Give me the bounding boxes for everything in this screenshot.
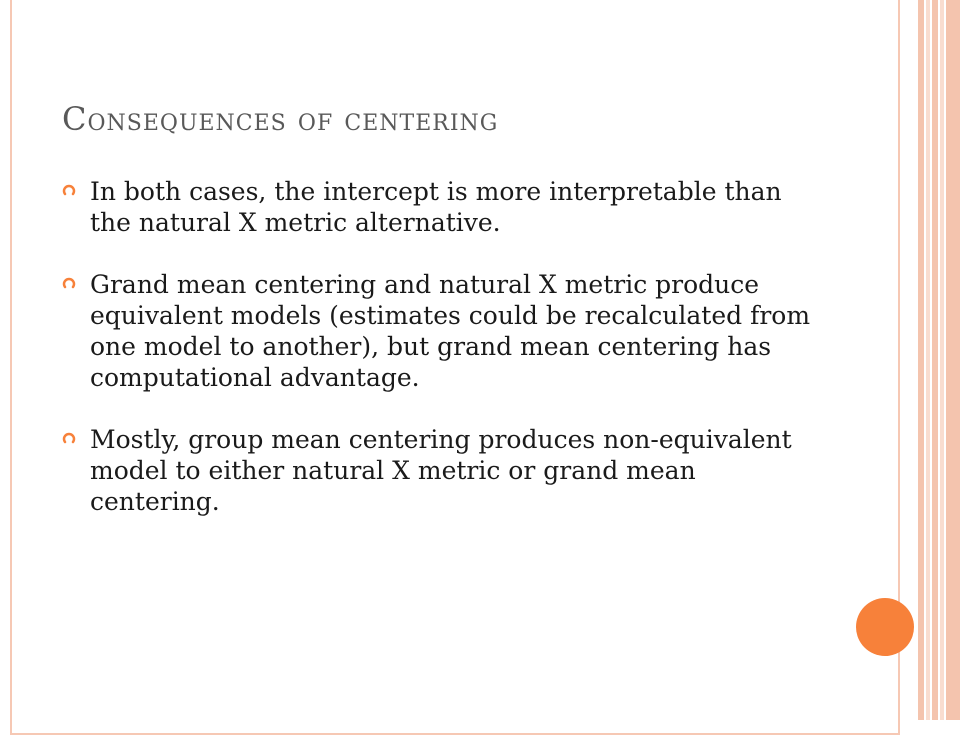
bullet-list xyxy=(62,176,822,548)
slide-title: Consequences of centering xyxy=(62,100,499,138)
bullet-text: Grand mean centering and natural X metric produce equivalent models (estimates could be recalculated from one model to another), but grand mean centering has computational advantage. xyxy=(90,270,811,392)
decorative-stripe xyxy=(940,0,944,720)
decorative-stripe xyxy=(926,0,930,720)
bullet-item xyxy=(62,424,822,517)
decorative-stripe xyxy=(918,0,924,720)
bullet-text: Mostly, group mean centering produces non-equivalent model to either natural X metric or grand mean centering. xyxy=(90,425,792,516)
accent-circle xyxy=(856,598,914,656)
bullet-item xyxy=(62,269,822,393)
bullet-text: In both cases, the intercept is more interpretable than the natural X metric alternative. xyxy=(90,177,782,237)
decorative-stripe xyxy=(946,0,960,720)
decorative-stripe xyxy=(932,0,938,720)
horseshoe-bullet-icon xyxy=(62,182,76,196)
bullet-item xyxy=(62,176,822,238)
horseshoe-bullet-icon xyxy=(62,430,76,444)
horseshoe-bullet-icon xyxy=(62,275,76,289)
